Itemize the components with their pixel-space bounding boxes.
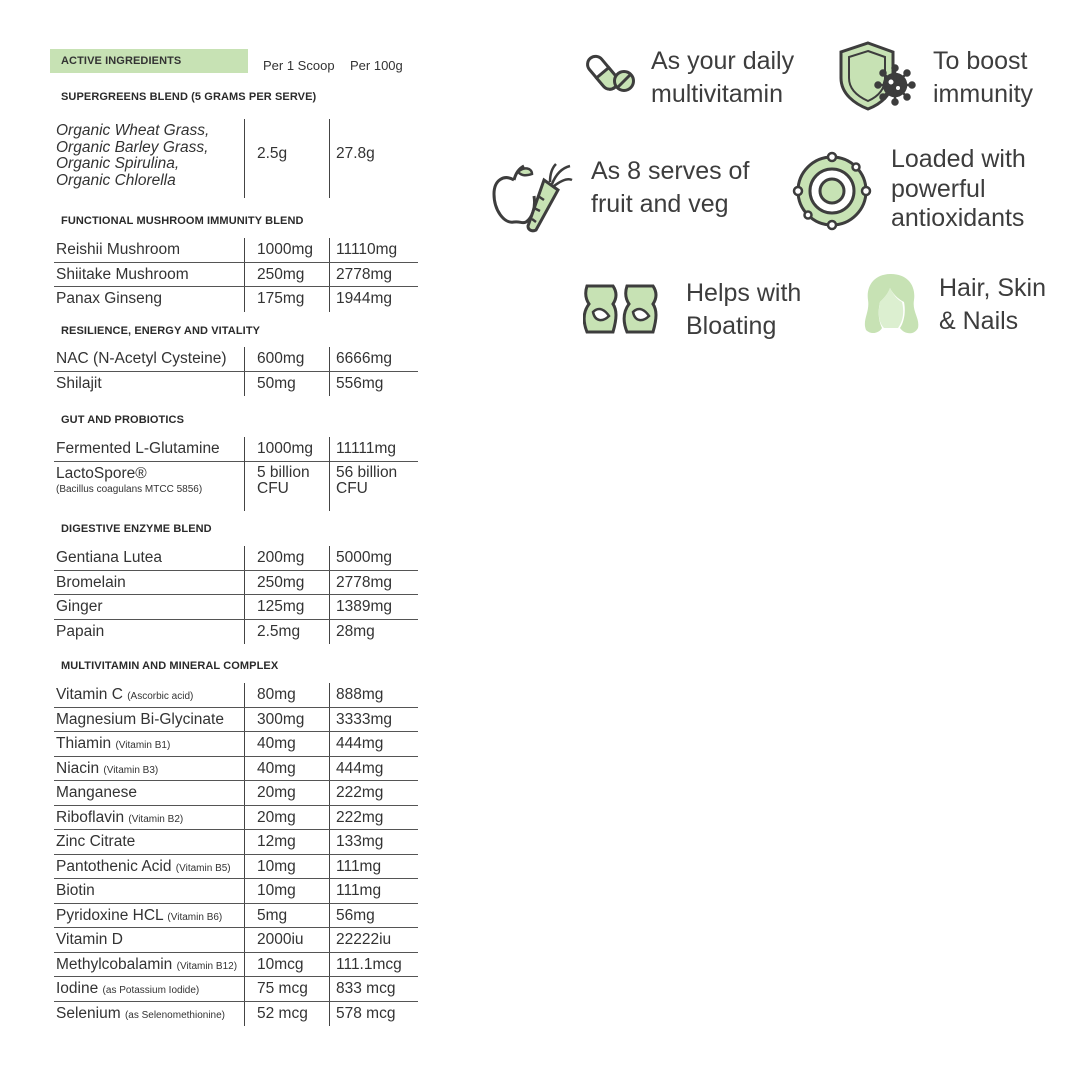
- ingredient-name: [56, 241, 180, 259]
- table-row: [54, 595, 418, 620]
- table-row: [54, 781, 418, 806]
- ingredient-note: (Vitamin B2): [128, 813, 184, 825]
- per-100g-value: 28mg: [336, 622, 375, 640]
- column-divider: [329, 571, 330, 596]
- per-100g-value: 1389mg: [336, 598, 393, 615]
- supergreens-row: [54, 119, 418, 198]
- table-row: [54, 904, 418, 929]
- ingredient-name: [56, 686, 193, 704]
- per-100g-value: 888mg: [336, 686, 384, 703]
- column-divider: [244, 620, 245, 645]
- ingredient-name: [56, 784, 137, 802]
- per-100g-value: 2778mg: [336, 265, 393, 283]
- per-scoop-value: 10mcg: [257, 955, 304, 973]
- feature-bloating-line2: Bloating: [686, 312, 777, 340]
- table-row: [54, 372, 418, 397]
- supergreens-name-4: Organic Chlorella: [56, 171, 176, 189]
- active-ingredients-label: ACTIVE INGREDIENTS: [61, 55, 182, 67]
- supergreens-name-1: Organic Wheat Grass,: [56, 122, 210, 139]
- per-scoop-value: 40mg: [257, 759, 296, 777]
- ingredient-label: Vitamin C: [56, 686, 123, 703]
- ingredient-label: Vitamin D: [56, 931, 123, 948]
- column-divider: [244, 732, 245, 757]
- ingredient-name: [56, 623, 104, 641]
- ingredient-name: [56, 290, 162, 308]
- feature-hair-skin-nails-line1: Hair, Skin: [939, 274, 1046, 302]
- ingredient-label: Iodine: [56, 980, 99, 997]
- shield-virus-icon: [838, 40, 918, 112]
- ingredient-label: Ginger: [56, 598, 103, 615]
- gut-icon: [583, 282, 659, 336]
- apple-carrot-icon: [492, 160, 574, 234]
- column-divider: [244, 119, 245, 198]
- feature-hair-skin-nails-text: [939, 272, 1046, 338]
- ingredient-name: [56, 1005, 225, 1023]
- column-divider: [244, 437, 245, 462]
- table-row: [54, 928, 418, 953]
- table-row: [54, 879, 418, 904]
- ingredient-note: (Vitamin B6): [167, 911, 223, 923]
- section-title-resilience: RESILIENCE, ENERGY AND VITALITY: [61, 325, 261, 337]
- table-row: [54, 683, 418, 708]
- per-scoop-value: 250mg: [257, 573, 305, 591]
- ingredient-label: Manganese: [56, 784, 138, 801]
- ingredient-label: Bromelain: [56, 573, 126, 591]
- table-row: [54, 437, 418, 462]
- lactospore-per-scoop-line1: 5 billion: [257, 464, 310, 481]
- per-scoop-value: 2000iu: [257, 931, 304, 948]
- feature-immunity-line1: To boost: [933, 47, 1028, 75]
- pill-capsule-icon: [582, 50, 636, 96]
- per-scoop-value: 52 mcg: [257, 1004, 308, 1022]
- column-divider: [329, 1002, 330, 1027]
- feature-immunity-line2: immunity: [933, 80, 1034, 108]
- feature-fruit-veg-text: [591, 155, 749, 221]
- column-divider: [329, 546, 330, 571]
- feature-antioxidants-line3: antioxidants: [891, 204, 1025, 232]
- feature-multivitamin-line1: As your daily: [651, 47, 795, 75]
- ingredient-label: NAC (N-Acetyl Cysteine): [56, 350, 227, 367]
- per-100g-value: 1944mg: [336, 290, 393, 307]
- ingredient-label: Biotin: [56, 882, 95, 899]
- per-100g-value: 11110mg: [336, 241, 398, 258]
- supergreens-name-3: Organic Spirulina,: [56, 155, 180, 172]
- column-divider: [244, 855, 245, 880]
- ingredient-name: [56, 760, 158, 778]
- per-100g-value: 444mg: [336, 759, 384, 777]
- per-scoop-value: 125mg: [257, 598, 305, 615]
- table-row: [54, 238, 418, 263]
- table-row: [54, 287, 418, 312]
- table-row: [54, 347, 418, 372]
- ingredient-note: (as Potassium Iodide): [102, 985, 200, 996]
- column-divider: [329, 263, 330, 288]
- ingredient-note: (Vitamin B3): [103, 764, 159, 776]
- per-100g-value: 111.1mcg: [336, 955, 402, 973]
- column-divider: [244, 806, 245, 831]
- feature-antioxidants-line2: powerful: [891, 174, 986, 203]
- lactospore-note: (Bacillus coagulans MTCC 5856): [56, 484, 203, 495]
- table-row: [54, 806, 418, 831]
- column-divider: [244, 372, 245, 397]
- ingredient-label: Methylcobalamin: [56, 955, 173, 973]
- per-100g-value: 5000mg: [336, 549, 393, 566]
- supergreens-per-100g: 27.8g: [336, 145, 375, 162]
- active-ingredients-header: [50, 49, 248, 73]
- per-100g-value: 6666mg: [336, 350, 393, 367]
- section-title-multivitamin: MULTIVITAMIN AND MINERAL COMPLEX: [61, 660, 279, 672]
- table-row: [54, 953, 418, 978]
- table-row: [54, 1002, 418, 1027]
- feature-fruit-veg-line1: As 8 serves of: [591, 157, 750, 185]
- column-divider: [329, 757, 330, 782]
- column-divider: [244, 904, 245, 929]
- lactospore-per-100g-line1: 56 billion: [336, 464, 398, 481]
- table-row: [54, 263, 418, 288]
- column-divider: [329, 119, 330, 198]
- per-100g-value: 22222iu: [336, 931, 392, 948]
- table-row: [54, 732, 418, 757]
- per-100g-value: 2778mg: [336, 573, 393, 591]
- table-row: [54, 757, 418, 782]
- column-divider: [329, 620, 330, 645]
- column-divider: [244, 461, 245, 511]
- lactospore-per-100g-line2: CFU: [336, 480, 368, 497]
- woman-hair-icon: [860, 272, 922, 338]
- section-title-gut: GUT AND PROBIOTICS: [61, 414, 185, 426]
- column-divider: [329, 708, 330, 733]
- column-divider: [329, 806, 330, 831]
- ingredient-name: [56, 574, 126, 592]
- column-divider: [329, 437, 330, 462]
- column-divider: [244, 781, 245, 806]
- ingredient-name: [56, 833, 135, 851]
- per-scoop-value: 2.5mg: [257, 622, 301, 640]
- per-scoop-value: 80mg: [257, 686, 296, 703]
- table-row: [54, 571, 418, 596]
- per-scoop-column-header: Per 1 Scoop: [263, 58, 335, 73]
- per-scoop-value: 1000mg: [257, 241, 314, 258]
- column-divider: [329, 238, 330, 263]
- per-scoop-value: 10mg: [257, 857, 296, 875]
- column-divider: [329, 595, 330, 620]
- ingredient-label: Thiamin: [56, 735, 112, 752]
- ingredient-name: [56, 549, 162, 567]
- per-scoop-value: 20mg: [257, 808, 296, 826]
- ingredient-name: [56, 375, 102, 393]
- per-scoop-value: 600mg: [257, 350, 305, 367]
- column-divider: [244, 347, 245, 372]
- section-title-supergreens: SUPERGREENS BLEND (5 GRAMS PER SERVE): [61, 91, 317, 103]
- feature-antioxidants-text: [891, 145, 1026, 234]
- per-scoop-value: 200mg: [257, 549, 305, 566]
- column-divider: [329, 683, 330, 708]
- column-divider: [329, 830, 330, 855]
- ingredient-name: [56, 956, 237, 974]
- ingredient-label: Panax Ginseng: [56, 290, 162, 307]
- column-divider: [329, 781, 330, 806]
- ingredient-note: (Vitamin B12): [176, 960, 238, 972]
- ingredient-name: [56, 350, 227, 368]
- table-row: [54, 546, 418, 571]
- ingredient-name: [56, 440, 220, 458]
- per-100g-value: 3333mg: [336, 710, 393, 728]
- column-divider: [244, 571, 245, 596]
- section-title-digestive: DIGESTIVE ENZYME BLEND: [61, 523, 212, 535]
- ingredient-name: [56, 598, 103, 616]
- column-divider: [244, 953, 245, 978]
- ingredient-name: [56, 266, 189, 284]
- feature-immunity-text: [933, 45, 1033, 111]
- per-scoop-value: 75 mcg: [257, 980, 308, 997]
- per-100g-value: 222mg: [336, 784, 384, 801]
- column-divider: [244, 287, 245, 312]
- ingredient-label: Riboflavin: [56, 808, 125, 826]
- ingredient-name: [56, 931, 123, 949]
- feature-bloating-line1: Helps with: [686, 279, 802, 307]
- per-100g-value: 578 mcg: [336, 1004, 396, 1022]
- lactospore-per-scoop: [257, 465, 310, 497]
- column-divider: [244, 977, 245, 1002]
- feature-antioxidants-line1: Loaded with: [891, 145, 1026, 173]
- table-row: [54, 708, 418, 733]
- ingredient-label: Gentiana Lutea: [56, 549, 163, 566]
- ingredient-label: Magnesium Bi-Glycinate: [56, 710, 224, 728]
- supergreens-per-scoop: 2.5g: [257, 145, 288, 162]
- column-divider: [329, 855, 330, 880]
- ingredient-label: Niacin: [56, 759, 100, 777]
- ingredient-label: Shilajit: [56, 374, 102, 392]
- ingredient-label: Pyridoxine HCL: [56, 906, 164, 924]
- ingredient-name: [56, 809, 183, 827]
- per-100g-value: 133mg: [336, 833, 384, 850]
- supergreens-name-2: Organic Barley Grass,: [56, 138, 209, 156]
- per-100g-value: 833 mcg: [336, 980, 396, 997]
- lactospore-row: [54, 461, 418, 511]
- column-divider: [329, 928, 330, 953]
- per-100g-value: 556mg: [336, 374, 384, 392]
- per-scoop-value: 10mg: [257, 882, 296, 899]
- table-row: [54, 855, 418, 880]
- section-title-mushroom: FUNCTIONAL MUSHROOM IMMUNITY BLEND: [61, 215, 304, 227]
- column-divider: [244, 595, 245, 620]
- ingredient-note: (Vitamin B1): [115, 740, 171, 751]
- ingredient-label: Zinc Citrate: [56, 833, 136, 850]
- ingredient-note: (Vitamin B5): [175, 862, 231, 874]
- feature-bloating-text: [686, 277, 801, 343]
- per-scoop-value: 12mg: [257, 833, 296, 850]
- per-scoop-value: 20mg: [257, 784, 296, 801]
- column-divider: [244, 708, 245, 733]
- ingredient-name: [56, 980, 199, 998]
- column-divider: [329, 953, 330, 978]
- per-100g-value: 56mg: [336, 906, 375, 924]
- column-divider: [244, 928, 245, 953]
- lactospore-per-scoop-line2: CFU: [257, 480, 289, 497]
- supergreens-ingredient-list: [56, 123, 209, 189]
- column-divider: [244, 238, 245, 263]
- per-scoop-value: 250mg: [257, 265, 305, 283]
- ingredient-note: (Ascorbic acid): [127, 691, 194, 702]
- per-100g-value: 11111mg: [336, 440, 397, 457]
- per-scoop-value: 40mg: [257, 735, 296, 752]
- lactospore-per-100g: [336, 465, 397, 497]
- column-divider: [329, 461, 330, 511]
- column-divider: [329, 879, 330, 904]
- feature-multivitamin-text: [651, 45, 794, 111]
- table-row: [54, 977, 418, 1002]
- ingredient-name: [56, 882, 95, 900]
- lactospore-name: LactoSpore®: [56, 465, 147, 482]
- ingredient-label: Fermented L-Glutamine: [56, 440, 220, 457]
- column-divider: [329, 904, 330, 929]
- ingredient-label: Papain: [56, 622, 105, 640]
- ingredient-name: [56, 735, 170, 753]
- column-divider: [329, 977, 330, 1002]
- column-divider: [329, 287, 330, 312]
- column-divider: [244, 757, 245, 782]
- per-scoop-value: 5mg: [257, 906, 288, 924]
- per-scoop-value: 1000mg: [257, 440, 314, 457]
- per-100g-value: 444mg: [336, 735, 384, 752]
- ingredient-label: Selenium: [56, 1004, 121, 1022]
- ingredient-label: Shiitake Mushroom: [56, 265, 189, 283]
- ingredient-note: (as Selenomethionine): [124, 1009, 225, 1021]
- ingredient-label: Reishii Mushroom: [56, 241, 181, 258]
- column-divider: [329, 732, 330, 757]
- ingredient-label: Pantothenic Acid: [56, 857, 172, 875]
- table-row: [54, 620, 418, 645]
- column-divider: [244, 546, 245, 571]
- column-divider: [244, 830, 245, 855]
- column-divider: [244, 1002, 245, 1027]
- ingredient-name: [56, 907, 222, 925]
- per-100g-value: 222mg: [336, 808, 384, 826]
- per-scoop-value: 300mg: [257, 710, 305, 728]
- feature-fruit-veg-line2: fruit and veg: [591, 190, 729, 218]
- table-row: [54, 830, 418, 855]
- column-divider: [329, 347, 330, 372]
- column-divider: [329, 372, 330, 397]
- per-scoop-value: 175mg: [257, 290, 305, 307]
- column-divider: [244, 683, 245, 708]
- feature-multivitamin-line2: multivitamin: [651, 80, 783, 108]
- per-100g-column-header: Per 100g: [350, 58, 403, 73]
- per-100g-value: 111mg: [336, 882, 382, 899]
- per-scoop-value: 50mg: [257, 374, 296, 392]
- column-divider: [244, 263, 245, 288]
- per-100g-value: 111mg: [336, 857, 382, 875]
- ingredient-name: [56, 711, 224, 729]
- feature-hair-skin-nails-line2: & Nails: [939, 307, 1019, 335]
- ingredient-name: [56, 858, 231, 876]
- antioxidant-molecule-icon: [791, 150, 873, 232]
- column-divider: [244, 879, 245, 904]
